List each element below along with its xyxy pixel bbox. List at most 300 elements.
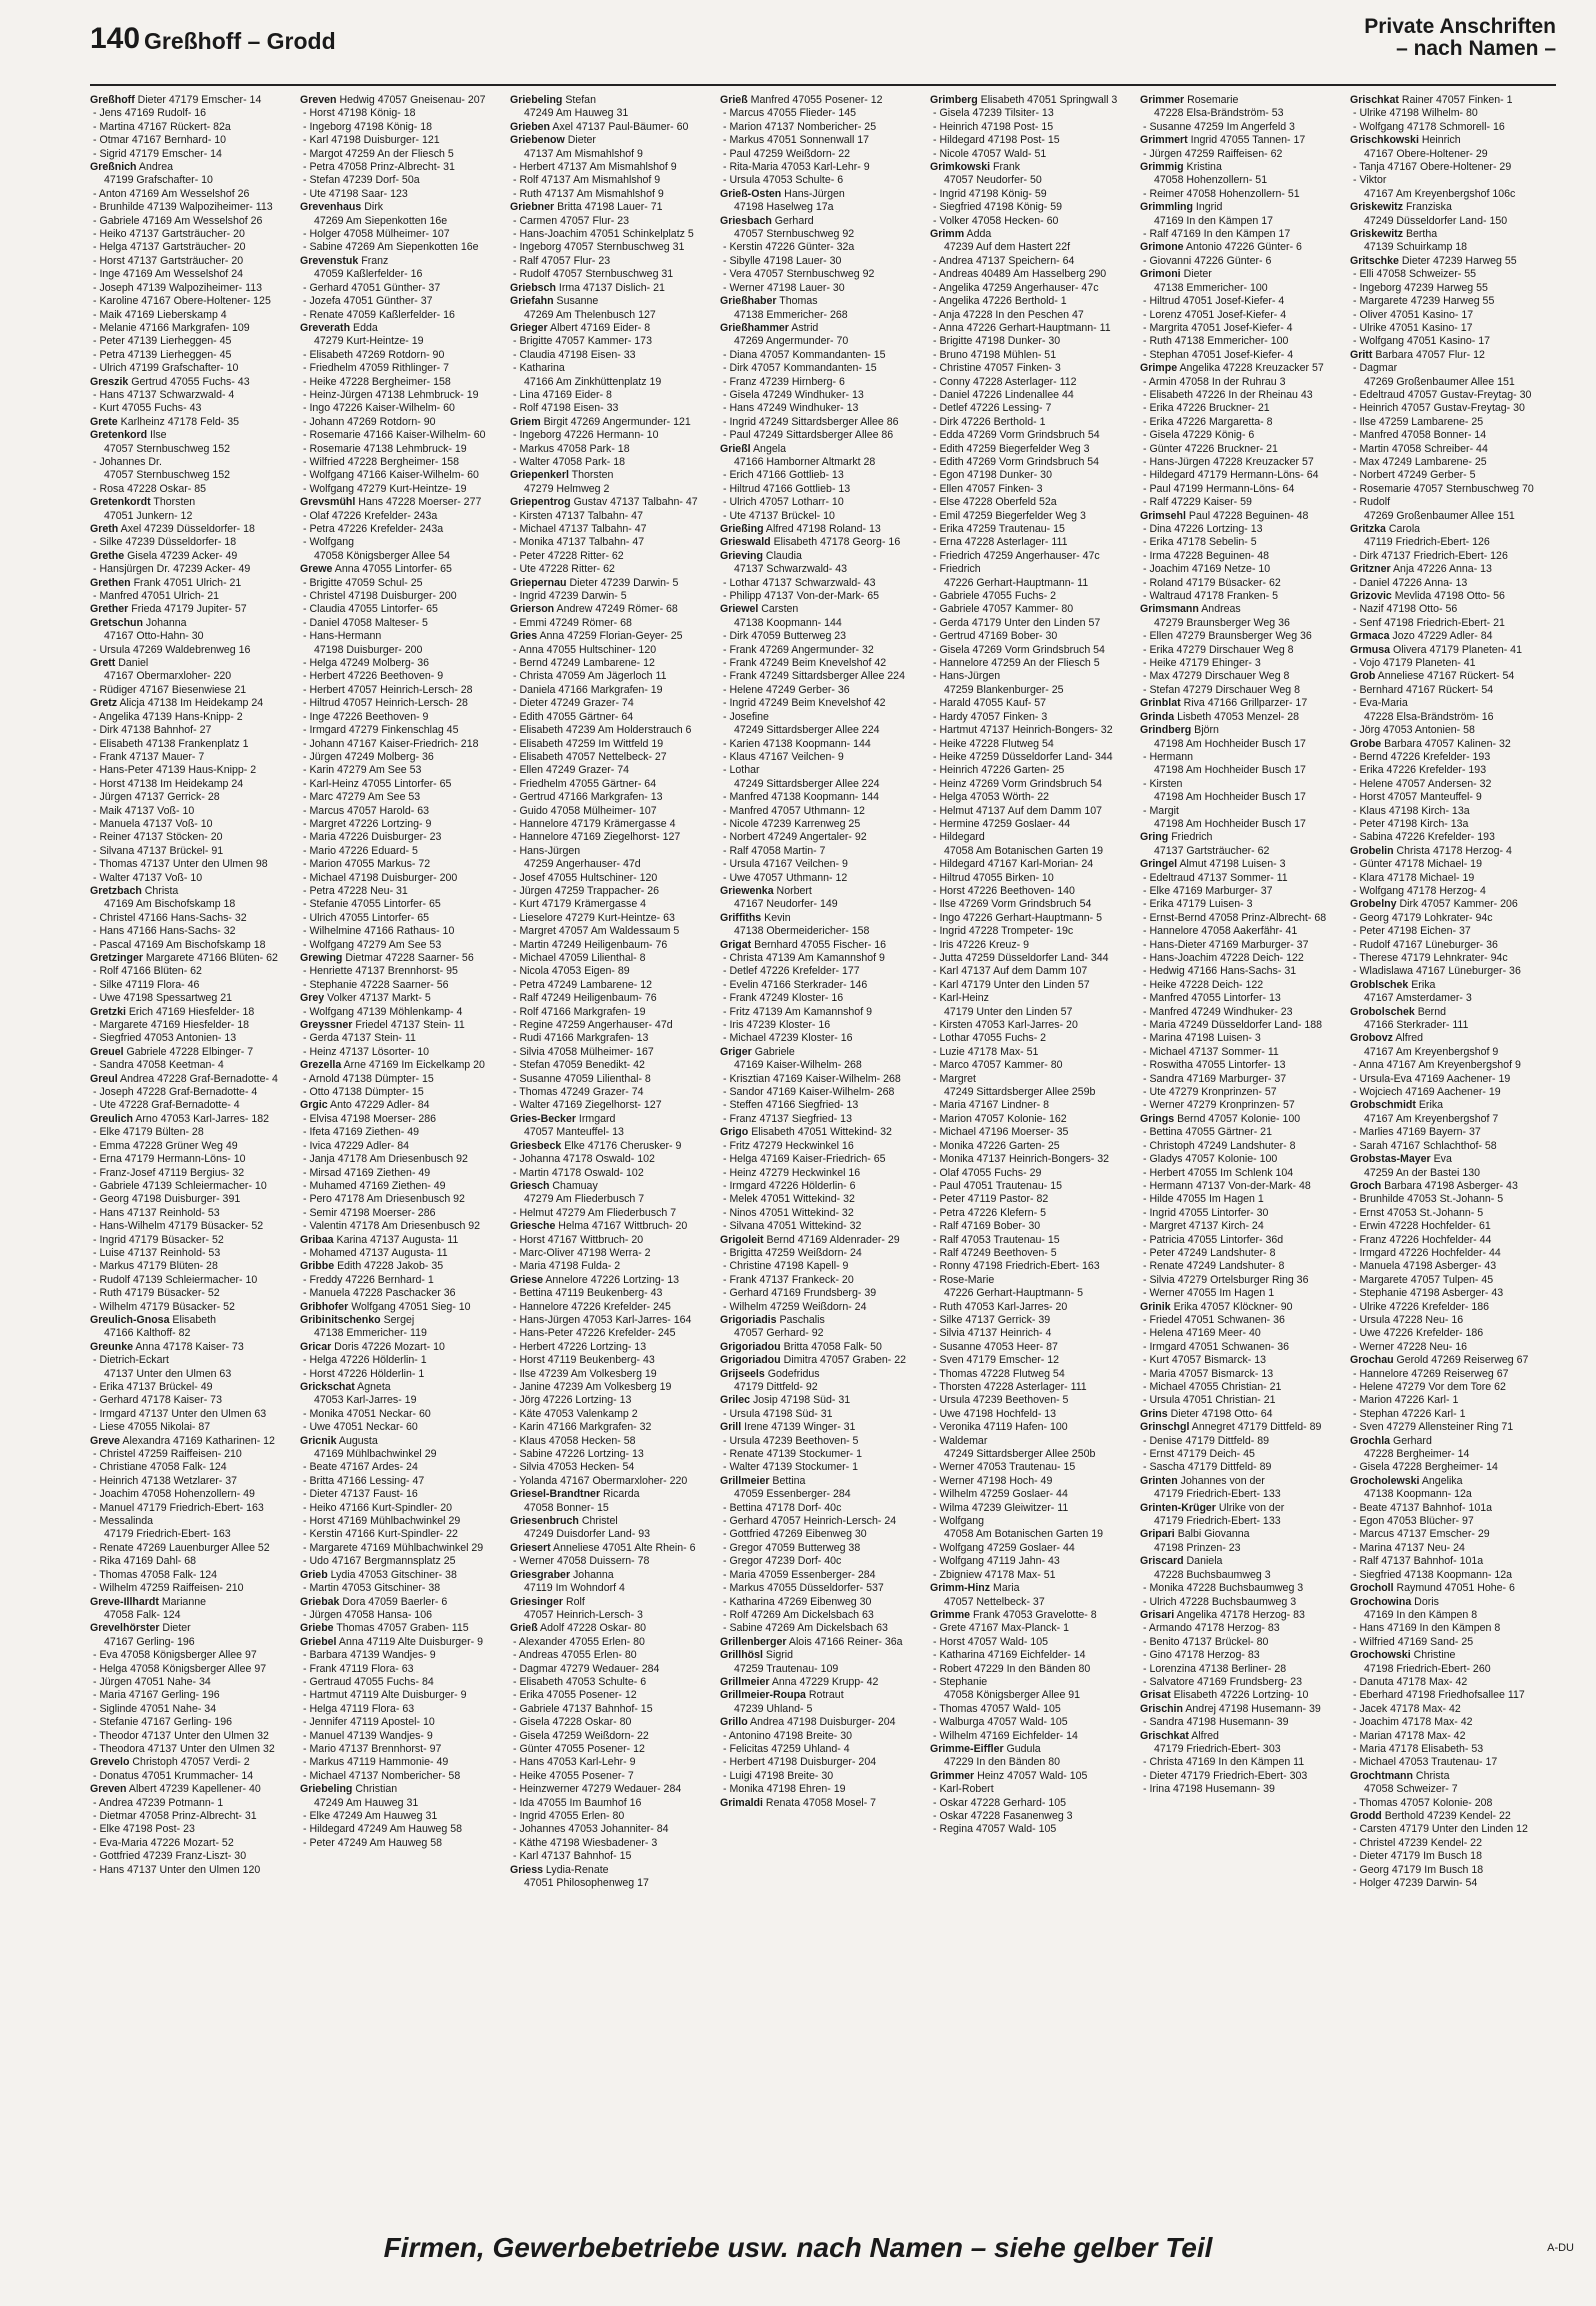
directory-entry xyxy=(1140,845,1346,858)
directory-entry xyxy=(90,939,296,952)
surname: Griesgraber xyxy=(510,1568,571,1581)
directory-entry xyxy=(1140,952,1346,965)
entry-text: Annelore 47226 Lortzing- 13 xyxy=(542,1273,680,1286)
entry-text: 47166 Sterkrader- 111 xyxy=(1364,1019,1469,1032)
directory-entry xyxy=(510,952,716,965)
directory-entry xyxy=(510,1435,716,1448)
entry-text: - Ulrich 47228 Buchsbaumweg 3 xyxy=(1143,1595,1297,1608)
entry-text: - Heinrich 47138 Wetzlarer- 37 xyxy=(93,1474,238,1487)
entry-text: Edith 47228 Jakob- 35 xyxy=(334,1260,444,1273)
entry-text: - Karien 47138 Koopmann- 144 xyxy=(723,737,871,750)
directory-entry xyxy=(930,1502,1136,1515)
entry-text: - Hannelore 47226 Krefelder- 245 xyxy=(513,1300,671,1313)
entry-text: - Maria 47167 Gerling- 196 xyxy=(93,1689,220,1702)
surname: Grisat xyxy=(1140,1689,1171,1702)
directory-entry xyxy=(1140,295,1346,308)
directory-entry xyxy=(1350,1649,1556,1662)
entry-text: - Marco 47057 Kammer- 80 xyxy=(933,1059,1063,1072)
directory-entry xyxy=(300,148,506,161)
directory-entry xyxy=(1140,121,1346,134)
directory-entry xyxy=(1350,697,1556,710)
directory-entry xyxy=(720,751,926,764)
directory-entry xyxy=(300,1528,506,1541)
surname: Griebeling xyxy=(300,1783,353,1796)
entry-text: - Monika 47137 Talbahn- 47 xyxy=(513,536,645,549)
surname: Grezella xyxy=(300,1059,342,1072)
entry-text: Hedwig 47057 Gneisenau- 207 xyxy=(336,94,486,106)
directory-entry xyxy=(930,1542,1136,1555)
entry-text: - Maria 47198 Fulda- 2 xyxy=(513,1260,621,1273)
surname: Griem xyxy=(510,415,541,428)
directory-entry xyxy=(1140,1596,1346,1609)
directory-entry xyxy=(90,1770,296,1783)
entry-text: - Thomas 47249 Grazer- 74 xyxy=(513,1086,644,1099)
entry-text: - Karin 47279 Am See 53 xyxy=(303,764,422,777)
entry-text: - Ralf 47053 Trautenau- 15 xyxy=(933,1233,1060,1246)
surname: Grewing xyxy=(300,952,343,964)
entry-text: - Rolf 47198 Eisen- 33 xyxy=(513,402,619,415)
directory-entry xyxy=(1140,992,1346,1005)
directory-entry xyxy=(930,630,1136,643)
entry-text: - Peter 47228 Ritter- 62 xyxy=(513,549,624,562)
entry-text: - Carmen 47057 Flur- 23 xyxy=(513,214,629,227)
directory-entry xyxy=(90,697,296,710)
surname: Griffiths xyxy=(720,911,762,924)
directory-entry xyxy=(1350,228,1556,241)
entry-text: - Fritz 47139 Am Kamannshof 9 xyxy=(723,1005,872,1018)
directory-entry xyxy=(510,416,716,429)
entry-text: - Maik 47169 Lieberskamp 4 xyxy=(93,308,227,321)
directory-entry xyxy=(510,255,716,268)
directory-entry xyxy=(720,228,926,241)
directory-entry xyxy=(90,496,296,509)
entry-text: - Patricia 47055 Lintorfer- 36d xyxy=(1143,1233,1284,1246)
entry-text: - Josefine xyxy=(723,710,769,723)
entry-text: - Christel 47259 Raiffeisen- 210 xyxy=(93,1448,242,1461)
entry-text: - Manfred 47055 Lintorfer- 13 xyxy=(1143,992,1281,1005)
directory-entry xyxy=(90,1475,296,1488)
directory-entry xyxy=(1350,510,1556,523)
directory-entry xyxy=(510,268,716,281)
directory-entry xyxy=(1140,1689,1346,1702)
entry-text: - Helmut 47137 Auf dem Damm 107 xyxy=(933,804,1102,817)
entry-text: Arne 47169 Im Eickelkamp 20 xyxy=(341,1059,485,1072)
directory-entry xyxy=(510,1006,716,1019)
entry-text: 47259 Blankenburger- 25 xyxy=(944,683,1064,696)
directory-entry xyxy=(90,738,296,751)
entry-text: Hans-Jürgen xyxy=(781,187,845,200)
directory-entry xyxy=(720,1461,926,1474)
entry-text: - Ursula 47239 Beethoven- 5 xyxy=(933,1394,1069,1407)
directory-entry xyxy=(300,670,506,683)
entry-text: - Günter 47178 Michael- 19 xyxy=(1353,858,1482,871)
entry-text: - Claudia 47198 Eisen- 33 xyxy=(513,348,636,361)
entry-text: - Erika 47259 Trautenau- 15 xyxy=(933,523,1065,535)
entry-text: Alicja 47138 Im Heidekamp 24 xyxy=(117,697,264,710)
entry-text: - Heinz 47137 Lösorter- 10 xyxy=(303,1045,430,1058)
directory-entry xyxy=(930,523,1136,536)
entry-text: - Herbert 47057 Heinrich-Lersch- 28 xyxy=(303,683,473,696)
entry-text: - Lothar 47137 Schwarzwald- 43 xyxy=(723,576,876,589)
directory-entry xyxy=(90,1756,296,1769)
directory-entry xyxy=(930,590,1136,603)
surname: Grimaldi xyxy=(720,1796,763,1809)
entry-text: - Daniel 47058 Malteser- 5 xyxy=(303,616,428,629)
entry-text: - Holger 47239 Darwin- 54 xyxy=(1353,1877,1478,1890)
directory-entry xyxy=(720,1086,926,1099)
surname: Grochau xyxy=(1350,1354,1394,1367)
directory-entry xyxy=(510,107,716,120)
directory-entry xyxy=(720,577,926,590)
directory-entry xyxy=(930,295,1136,308)
directory-entry xyxy=(1140,1381,1346,1394)
directory-entry xyxy=(720,1234,926,1247)
entry-text: - Ute 47198 Saar- 123 xyxy=(303,187,408,200)
directory-entry xyxy=(1350,94,1556,107)
directory-entry xyxy=(1350,644,1556,657)
directory-entry xyxy=(1350,1488,1556,1501)
entry-text: - Karl 47137 Bahnhof- 15 xyxy=(513,1850,632,1863)
entry-text: - Helga 47249 Molberg- 36 xyxy=(303,657,430,670)
directory-entry xyxy=(720,1287,926,1300)
directory-entry xyxy=(1140,1515,1346,1528)
entry-text: - Christine 47198 Kapell- 9 xyxy=(723,1260,849,1273)
entry-text: - Heike 47055 Posener- 7 xyxy=(513,1769,634,1782)
directory-entry xyxy=(510,1327,716,1340)
entry-text: - Friedel 47051 Schwanen- 36 xyxy=(1143,1313,1285,1326)
surname: Grmusa xyxy=(1350,643,1391,656)
directory-entry xyxy=(300,1113,506,1126)
directory-entry xyxy=(930,469,1136,482)
entry-text: - Gabriele 47139 Schleiermacher- 10 xyxy=(93,1179,267,1192)
directory-entry xyxy=(720,684,926,697)
entry-text: - Dirk 47137 Friedrich-Ebert- 126 xyxy=(1353,549,1508,562)
entry-text: - Ursula 47053 Schulte- 6 xyxy=(723,174,844,187)
directory-entry xyxy=(930,1274,1136,1287)
directory-entry xyxy=(930,161,1136,174)
entry-text: - Maria 47057 Bismarck- 13 xyxy=(1143,1367,1274,1380)
entry-text: - Ilse 47239 Am Volkesberg 19 xyxy=(513,1367,657,1380)
entry-text: - Diana 47057 Kommandanten- 15 xyxy=(723,348,886,361)
surname: Grobe xyxy=(1350,737,1382,750)
entry-text: - Werner 47228 Neu- 16 xyxy=(1353,1340,1468,1353)
entry-text: - Ingrid 47055 Lintorfer- 30 xyxy=(1143,1206,1269,1219)
entry-text: 47138 Koopmann- 12a xyxy=(1364,1488,1472,1501)
entry-text: - Luise 47137 Reinhold- 53 xyxy=(93,1246,221,1259)
directory-column-3 xyxy=(510,94,716,2209)
directory-entry xyxy=(300,1327,506,1340)
entry-text: - Sabine 47226 Lortzing- 13 xyxy=(513,1448,644,1461)
directory-entry xyxy=(930,1006,1136,1019)
directory-entry xyxy=(1140,1569,1346,1582)
entry-text: 47167 Otto-Hahn- 30 xyxy=(104,630,204,643)
surname: Grickschat xyxy=(300,1381,355,1393)
directory-entry xyxy=(720,979,926,992)
entry-text: - Irina 47198 Husemann- 39 xyxy=(1143,1783,1275,1796)
entry-text: - Gerhard 47051 Günther- 37 xyxy=(303,281,441,294)
entry-text: - Reimer 47058 Hohenzollern- 51 xyxy=(1143,187,1300,200)
directory-entry xyxy=(1350,1448,1556,1461)
entry-text: - Eva 47058 Königsberger Allee 97 xyxy=(93,1649,257,1662)
entry-text: - Hans 47166 Hans-Sachs- 32 xyxy=(93,925,236,938)
entry-text: - Rudolf 47167 Lüneburger- 36 xyxy=(1353,938,1498,951)
directory-entry xyxy=(510,630,716,643)
entry-text: - Hiltrud 47051 Josef-Kiefer- 4 xyxy=(1143,295,1285,308)
header-rule xyxy=(90,84,1556,86)
directory-entry xyxy=(300,1167,506,1180)
directory-entry xyxy=(930,1301,1136,1314)
entry-text: 47199 Grafschafter- 10 xyxy=(104,174,213,187)
directory-entry xyxy=(510,523,716,536)
entry-text: - Martina 47167 Rückert- 82a xyxy=(93,120,231,133)
directory-entry xyxy=(720,1515,926,1528)
entry-text: - Margret 47226 Lortzing- 9 xyxy=(303,817,432,830)
entry-text: - Brigitta 47259 Weißdorn- 24 xyxy=(723,1246,862,1259)
entry-text: - Markus 47179 Blüten- 28 xyxy=(93,1260,218,1273)
entry-text: 47198 Friedrich-Ebert- 260 xyxy=(1364,1662,1491,1675)
directory-entry xyxy=(90,469,296,482)
entry-text: - Ernst 47179 Deich- 45 xyxy=(1143,1448,1255,1461)
directory-entry xyxy=(1140,148,1346,161)
entry-text: - Ulrike 47226 Krefelder- 186 xyxy=(1353,1300,1490,1313)
directory-entry xyxy=(720,510,926,523)
directory-entry xyxy=(300,818,506,831)
entry-text: - Mirsad 47169 Ziethen- 49 xyxy=(303,1166,431,1179)
surname: Grinten-Krüger xyxy=(1140,1501,1216,1514)
entry-text: - Wilhelm 47259 Raiffeisen- 210 xyxy=(93,1582,244,1595)
directory-entry xyxy=(1140,657,1346,670)
directory-entry xyxy=(1140,925,1346,938)
directory-entry xyxy=(300,1260,506,1273)
entry-text: - Georg 47179 Lohkrater- 94c xyxy=(1353,911,1493,924)
entry-text: 47167 Gerling- 196 xyxy=(104,1635,195,1648)
entry-text: 47138 Koopmann- 144 xyxy=(734,616,842,629)
surname: Grillenberger xyxy=(720,1635,787,1648)
directory-entry xyxy=(1350,1783,1556,1796)
entry-text: - Maik 47137 Voß- 10 xyxy=(93,804,195,817)
directory-entry xyxy=(1140,711,1346,724)
entry-text: - Uwe 47198 Spessartweg 21 xyxy=(93,992,232,1005)
directory-entry xyxy=(90,215,296,228)
page-range-title: Greßhoff – Grodd xyxy=(144,28,336,54)
entry-text: - Helga 47169 Kaiser-Friedrich- 65 xyxy=(723,1153,886,1166)
directory-entry xyxy=(300,1006,506,1019)
entry-text: - Uwe 47198 Hochfeld- 13 xyxy=(933,1407,1057,1420)
entry-text: - Otmar 47167 Bernhard- 10 xyxy=(93,134,227,147)
entry-text: 47167 Neudorfer- 149 xyxy=(734,898,838,911)
directory-entry xyxy=(720,644,926,657)
entry-text: - Elisabeth 47057 Nettelbeck- 27 xyxy=(513,750,667,763)
directory-entry xyxy=(1140,791,1346,804)
entry-text: Anneliese 47051 Alte Rhein- 6 xyxy=(550,1541,696,1554)
entry-text: - Hans 47169 In den Kämpen 8 xyxy=(1353,1622,1501,1635)
entry-text: - Thomas 47057 Wald- 105 xyxy=(933,1702,1061,1715)
directory-entry xyxy=(930,483,1136,496)
entry-text: - Ellen 47249 Grazer- 74 xyxy=(513,764,630,777)
entry-text: Irene 47139 Winger- 31 xyxy=(741,1421,856,1434)
entry-text: - Margret 47137 Kirch- 24 xyxy=(1143,1220,1264,1233)
directory-entry xyxy=(1140,738,1346,751)
directory-entry xyxy=(1140,1153,1346,1166)
directory-entry xyxy=(1140,1327,1346,1340)
directory-entry xyxy=(930,335,1136,348)
surname: Grochtmann xyxy=(1350,1769,1413,1782)
entry-text: - Maria 47167 Lindner- 8 xyxy=(933,1099,1050,1112)
directory-entry xyxy=(1350,1743,1556,1756)
directory-entry xyxy=(300,523,506,536)
surname: Gribbe xyxy=(300,1260,335,1273)
entry-text: - Olaf 47226 Krefelder- 243a xyxy=(303,509,438,522)
directory-entry xyxy=(510,121,716,134)
surname: Grobelny xyxy=(1350,898,1397,911)
entry-text: - Pascal 47169 Am Bischofskamp 18 xyxy=(93,938,266,951)
surname: Gretzbach xyxy=(90,884,142,897)
directory-entry xyxy=(90,644,296,657)
directory-entry xyxy=(1140,456,1346,469)
directory-entry xyxy=(1350,496,1556,509)
directory-entry xyxy=(90,711,296,724)
entry-text: 47279 Braunsberger Weg 36 xyxy=(1154,616,1290,629)
entry-text: - Edith 47269 Vorm Grindsbruch 54 xyxy=(933,455,1100,468)
directory-entry xyxy=(720,563,926,576)
directory-entry xyxy=(90,148,296,161)
entry-text: - Hans 47137 Unter den Ulmen 120 xyxy=(93,1863,261,1876)
entry-text: Birgit 47269 Angermunder- 121 xyxy=(540,415,691,428)
entry-text: - Ingrid 47249 Beim Knevelshof 42 xyxy=(723,697,886,710)
directory-entry xyxy=(1350,1596,1556,1609)
surname: Grimoni xyxy=(1140,268,1181,281)
directory-entry xyxy=(300,1810,506,1823)
entry-text: - Kirsten 47053 Karl-Jarres- 20 xyxy=(933,1019,1078,1032)
entry-text: - Paul 47199 Hermann-Löns- 64 xyxy=(1143,482,1295,495)
entry-text: - Hermine 47259 Goslaer- 44 xyxy=(933,817,1071,830)
surname: Grießing xyxy=(720,523,764,535)
surname: Griess xyxy=(510,1863,543,1876)
entry-text: Carsten xyxy=(758,603,799,616)
entry-text: - Marcus 47055 Flieder- 145 xyxy=(723,107,857,120)
directory-entry xyxy=(1350,684,1556,697)
directory-entry xyxy=(300,1515,506,1528)
directory-entry xyxy=(1140,107,1346,120)
entry-text: - Horst 47137 Gartsträucher- 20 xyxy=(93,254,244,267)
directory-entry xyxy=(720,1260,926,1273)
entry-text: - Manfred 47249 Windhuker- 23 xyxy=(1143,1005,1293,1018)
entry-text: - Hannelore 47179 Krämergasse 4 xyxy=(513,817,676,830)
directory-entry xyxy=(720,1528,926,1541)
directory-entry xyxy=(930,1180,1136,1193)
directory-entry xyxy=(930,1716,1136,1729)
directory-entry xyxy=(300,630,506,643)
entry-text: - Ursula-Eva 47169 Aachener- 19 xyxy=(1353,1072,1511,1085)
directory-entry xyxy=(90,1609,296,1622)
entry-text: Anna 47259 Florian-Geyer- 25 xyxy=(537,630,683,643)
directory-entry xyxy=(510,1783,716,1796)
entry-text: - Uwe 47057 Uthmann- 12 xyxy=(723,871,848,884)
directory-entry xyxy=(1350,1502,1556,1515)
surname: Grischkat xyxy=(1140,1729,1189,1742)
entry-text: - Martin 47053 Gitschiner- 38 xyxy=(303,1582,441,1595)
directory-entry xyxy=(300,1502,506,1515)
surname: Greyssner xyxy=(300,1019,353,1032)
directory-entry xyxy=(300,161,506,174)
directory-entry xyxy=(1140,523,1346,536)
entry-text: - Renate 47139 Stockumer- 1 xyxy=(723,1448,862,1461)
entry-text: - Siglinde 47051 Nahe- 34 xyxy=(93,1702,217,1715)
directory-entry xyxy=(300,925,506,938)
entry-text: - Robert 47229 In den Bänden 80 xyxy=(933,1662,1091,1675)
entry-text: - Marcus 47057 Harold- 63 xyxy=(303,804,430,817)
surname: Grill xyxy=(720,1421,742,1434)
directory-entry xyxy=(1140,1676,1346,1689)
directory-entry xyxy=(510,148,716,161)
entry-text: - Irmgard 47137 Unter den Ulmen 63 xyxy=(93,1407,267,1420)
directory-entry xyxy=(510,550,716,563)
entry-text: - Siegfried 47198 König- 59 xyxy=(933,201,1062,214)
directory-entry xyxy=(930,791,1136,804)
entry-text: - Oskar 47228 Fasanenweg 3 xyxy=(933,1810,1073,1822)
surname: Grierson xyxy=(510,603,555,616)
directory-entry xyxy=(90,845,296,858)
directory-entry xyxy=(1140,429,1346,442)
surname: Grigat xyxy=(720,938,752,951)
entry-text: - Jürgen 47259 Trappacher- 26 xyxy=(513,884,660,897)
directory-entry xyxy=(930,1019,1136,1032)
entry-text: Ulrike von der xyxy=(1215,1501,1285,1514)
surname: Grevenstuk xyxy=(300,254,359,267)
entry-text: - Thomas 47228 Flutweg 54 xyxy=(933,1367,1065,1380)
entry-text: Adolf 47228 Oskar- 80 xyxy=(537,1622,647,1635)
surname: Grischkowski xyxy=(1350,134,1419,147)
directory-entry xyxy=(90,992,296,1005)
surname: Grimsehl xyxy=(1140,509,1186,522)
directory-entry xyxy=(1350,778,1556,791)
entry-text: - Rosemarie 47057 Sternbuschweg 70 xyxy=(1353,482,1534,495)
entry-text: - Elke 47179 Bülten- 28 xyxy=(93,1126,204,1139)
entry-text: - Manfred 47057 Uthmann- 12 xyxy=(723,804,865,817)
entry-text: - Hansjürgen Dr. 47239 Acker- 49 xyxy=(93,563,251,576)
surname: Grießhaber xyxy=(720,295,777,308)
entry-text: - Stefanie 47055 Lintorfer- 65 xyxy=(303,898,441,911)
entry-text: - Ruth 47179 Büsacker- 52 xyxy=(93,1287,220,1300)
directory-entry xyxy=(90,1596,296,1609)
directory-entry xyxy=(930,268,1136,281)
directory-entry xyxy=(300,1435,506,1448)
entry-text: - Manuela 47228 Paschacker 36 xyxy=(303,1287,456,1300)
entry-text: 47058 Königsberger Allee 54 xyxy=(314,549,451,562)
directory-entry xyxy=(1140,684,1346,697)
directory-entry xyxy=(930,309,1136,322)
entry-text: 47226 Gerhart-Hauptmann- 5 xyxy=(944,1287,1083,1300)
directory-entry xyxy=(1140,885,1346,898)
directory-entry xyxy=(300,939,506,952)
directory-entry xyxy=(720,1609,926,1622)
entry-text: - Valentin 47178 Am Driesenbusch 92 xyxy=(303,1220,481,1233)
directory-entry xyxy=(90,1274,296,1287)
directory-entry xyxy=(510,349,716,362)
directory-entry xyxy=(510,188,716,201)
entry-text: - Margrita 47051 Josef-Kiefer- 4 xyxy=(1143,321,1293,334)
entry-text: - Karl 47137 Auf dem Damm 107 xyxy=(933,965,1088,978)
entry-text: Gerold 47269 Reiserweg 67 xyxy=(1393,1354,1529,1367)
entry-text: 47058 Schweizer- 7 xyxy=(1364,1783,1458,1796)
surname: Greven xyxy=(300,94,337,106)
surname: Griger xyxy=(720,1045,752,1058)
entry-text: - Hans-Jürgen 47228 Kreuzacker 57 xyxy=(1143,455,1314,468)
entry-text: Wolfgang 47051 Sieg- 10 xyxy=(348,1300,471,1313)
directory-entry xyxy=(720,282,926,295)
directory-entry xyxy=(300,1649,506,1662)
entry-text: - Siegfried 47053 Antonien- 13 xyxy=(93,1032,237,1045)
